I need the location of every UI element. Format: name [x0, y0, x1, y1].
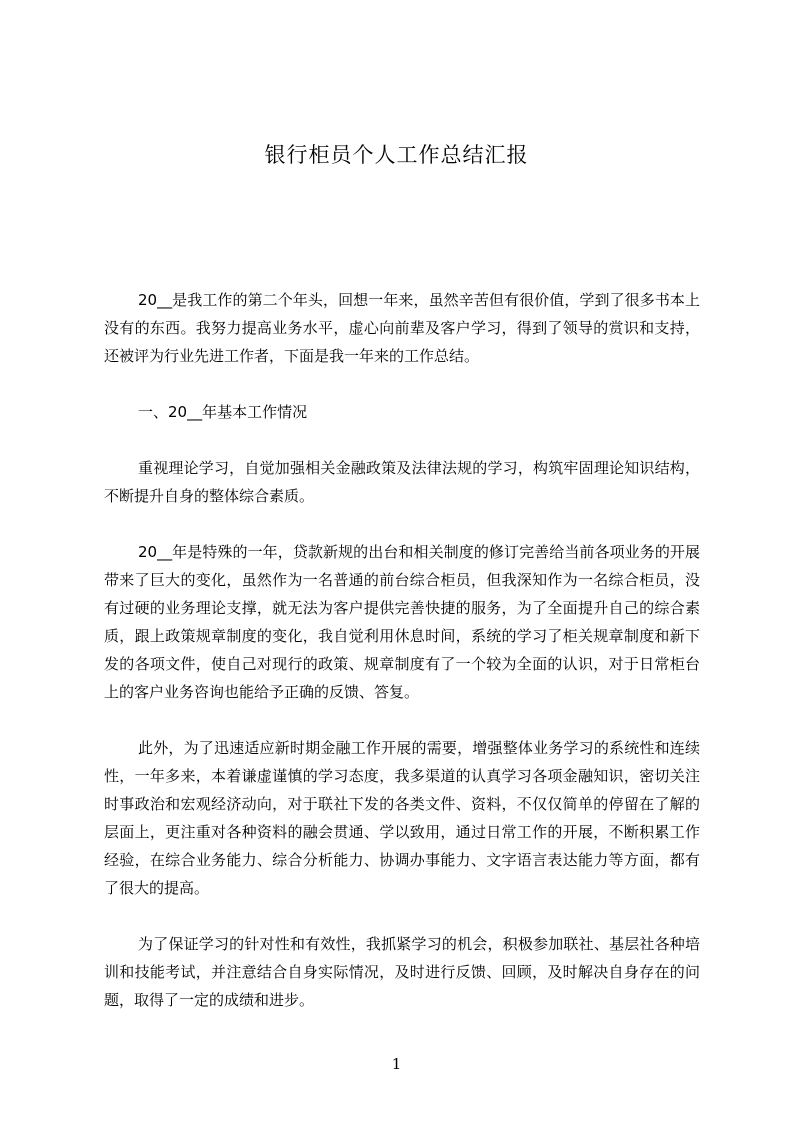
page-number: 1 [391, 1055, 402, 1073]
theory-study-paragraph: 重视理论学习，自觉加强相关金融政策及法律法规的学习，构筑牢固理论知识结构，不断提升自身的整体综合素质。 [104, 459, 700, 505]
policy-change-paragraph: 20__年是特殊的一年，贷款新规的出台和相关制度的修订完善给当前各项业务的开展带来了巨大的变化，虽然作为一名普通的前台综合柜员，但我深知作为一名综合柜员，没有过硬的业务理论支撑，就无法为客户提供完善快捷的服务，为了全面提升自己的综合素质，跟上政策规章制度的变化，我自觉利用休息时间，系统的学习了柜关规章制度和新下发的各项文件，使自己对现行的政策、规章制度有了一个较为全面的认识，对于日常柜台上的客户业务咨询也能给予正确的反馈、答复。 [104, 543, 700, 701]
section-heading: 一、20__年基本工作情况 [138, 403, 308, 421]
document-title: 银行柜员个人工作总结汇报 [264, 143, 529, 167]
financial-knowledge-paragraph: 此外，为了迅速适应新时期金融工作开展的需要，增强整体业务学习的系统性和连续性，一年多来，本着谦虚谨慎的学习态度，我多渠道的认真学习各项金融知识，密切关注时事政治和宏观经济动向，对于联社下发的各类文件、资料，不仅仅简单的停留在了解的层面上，更注重对各种资料的融会贯通、学以致用，通过日常工作的开展，不断积累工作经验，在综合业务能力、综合分析能力、协调办事能力、文字语言表达能力等方面，都有了很大的提高。 [104, 739, 700, 897]
document-body [104, 286, 700, 1042]
training-paragraph: 为了保证学习的针对性和有效性，我抓紧学习的机会，积极参加联社、基层社各种培训和技能考试，并注意结合自身实际情况，及时进行反馈、回顾，及时解决自身存在的问题，取得了一定的成绩和进步。 [104, 935, 700, 1009]
intro-paragraph: 20__是我工作的第二个年头，回想一年来，虽然辛苦但有很价值，学到了很多书本上没有的东西。我努力提高业务水平，虚心向前辈及客户学习，得到了领导的赏识和支持，还被评为行业先进工作者，下面是我一年来的工作总结。 [104, 291, 700, 365]
